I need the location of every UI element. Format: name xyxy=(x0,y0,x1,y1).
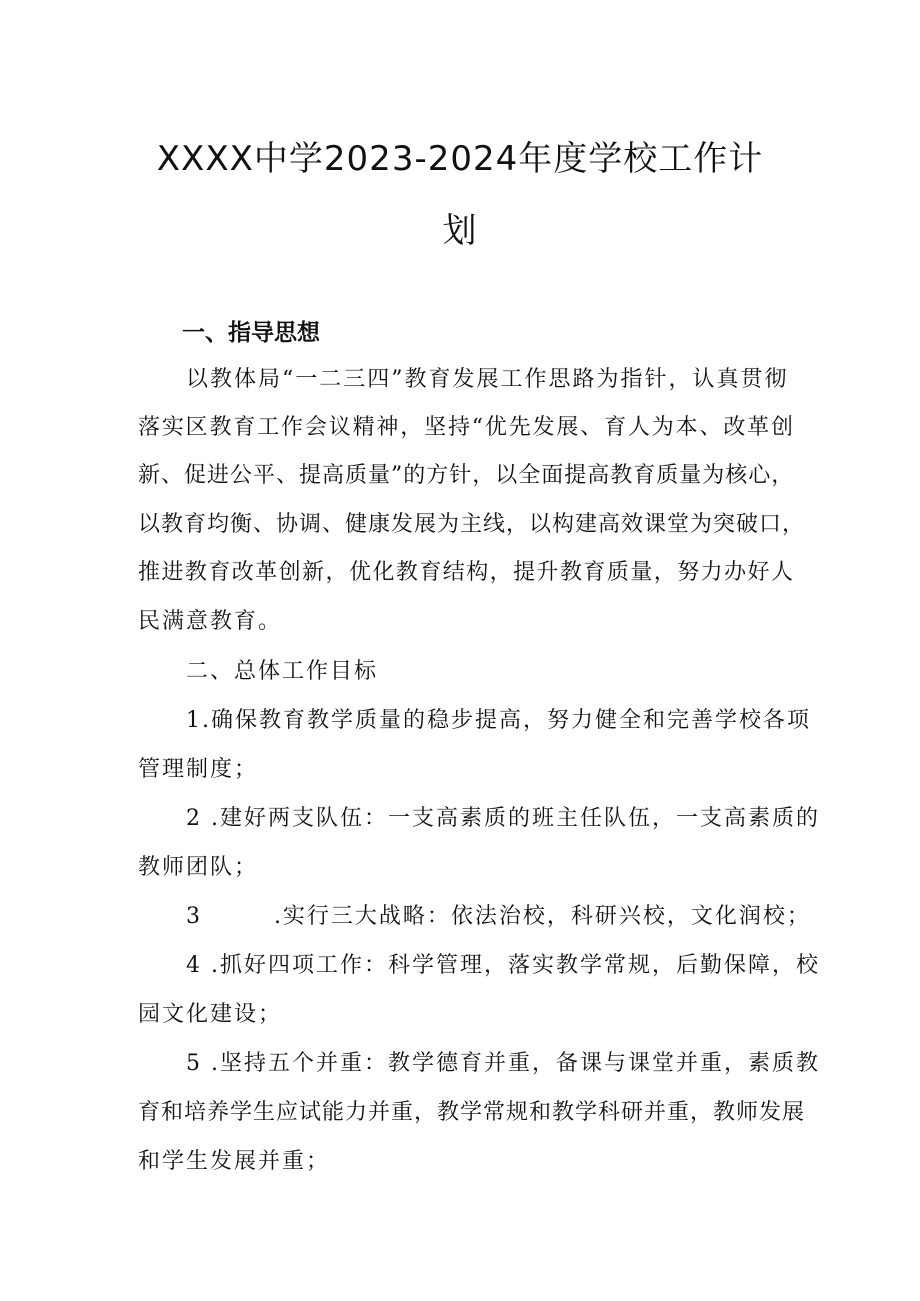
paragraph-line: 以教体局“一二三四”教育发展工作思路为指针，认真贯彻 xyxy=(186,367,789,392)
paragraph-line: 以教育均衡、协调、健康发展为主线，以构建高效课堂为突破口， xyxy=(138,512,806,537)
goal-item-5-line: 5 .坚持五个并重：教学德育并重，备课与课堂并重，素质教 xyxy=(186,1051,820,1076)
goal-item-4-line: 园文化建设； xyxy=(138,1002,283,1027)
paragraph-line: 落实区教育工作会议精神，坚持“优先发展、育人为本、改革创 xyxy=(138,415,794,440)
paragraph-line: 民满意教育。 xyxy=(138,609,283,634)
section-heading-overall-goals: 二、总体工作目标 xyxy=(186,659,379,684)
goal-item-1-line: 1.确保教育教学质量的稳步提高，努力健全和完善学校各项 xyxy=(186,708,811,733)
goal-item-1-line: 管理制度； xyxy=(138,757,259,782)
document-title-line1: XXXX中学2023-2024年度学校工作计 xyxy=(156,139,764,179)
paragraph-line: 推进教育改革创新，优化教育结构，提升教育质量，努力办好人 xyxy=(138,560,794,585)
goal-item-5-line: 和学生发展并重； xyxy=(138,1149,331,1174)
document-title-line2: 划 xyxy=(442,211,478,251)
goal-item-2-line: 2 .建好两支队伍：一支高素质的班主任队伍，一支高素质的 xyxy=(186,806,820,831)
goal-item-3-line: 3 .实行三大战略：依法治校，科研兴校，文化润校； xyxy=(186,904,811,929)
paragraph-line: 新、促进公平、提高质量”的方针，以全面提高教育质量为核心， xyxy=(138,463,795,488)
section-heading-guiding-thought: 一、指导思想 xyxy=(182,320,320,346)
goal-item-4-line: 4 .抓好四项工作：科学管理，落实教学常规，后勤保障，校 xyxy=(186,953,820,978)
goal-item-2-line: 教师团队； xyxy=(138,855,259,880)
goal-item-5-line: 育和培养学生应试能力并重，教学常规和教学科研并重，教师发展 xyxy=(138,1100,806,1125)
